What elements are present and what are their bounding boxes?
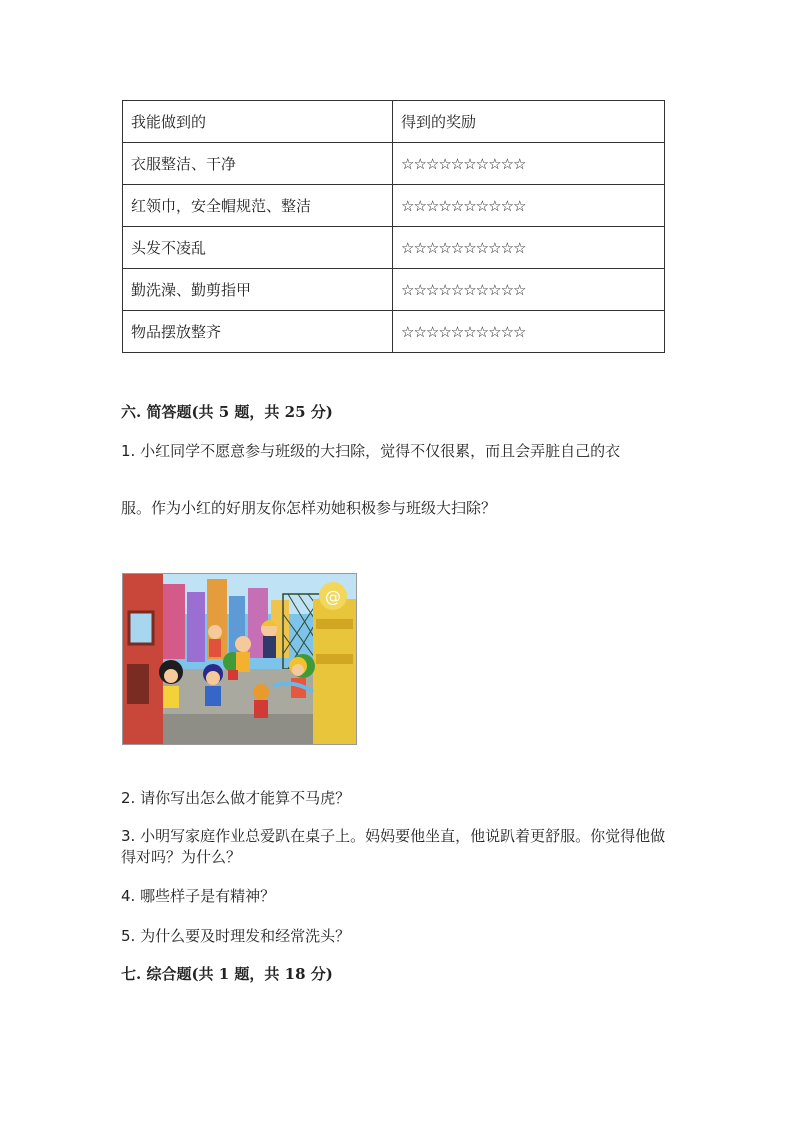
table-cell-stars: ☆☆☆☆☆☆☆☆☆☆ bbox=[393, 185, 665, 227]
table-header-row bbox=[123, 101, 665, 143]
table-cell-stars: ☆☆☆☆☆☆☆☆☆☆ bbox=[393, 311, 665, 353]
table-cell-item: 衣服整洁、干净 bbox=[123, 143, 393, 185]
cartoon-cleaning-illustration bbox=[122, 573, 357, 745]
table-row bbox=[123, 269, 665, 311]
table-cell-item: 物品摆放整齐 bbox=[123, 311, 393, 353]
table-cell-stars: ☆☆☆☆☆☆☆☆☆☆ bbox=[393, 227, 665, 269]
table-header-cell: 得到的奖励 bbox=[393, 101, 665, 143]
question-1-line-2: 服。作为小红的好朋友你怎样劝她积极参与班级大扫除？ bbox=[121, 499, 497, 517]
table-row bbox=[123, 185, 665, 227]
table-cell-item: 勤洗澡、勤剪指甲 bbox=[123, 269, 393, 311]
question-3: 3. 小明写家庭作业总爱趴在桌子上。妈妈要他坐直，他说趴着更舒服。你觉得他做得对吗？为什么？ bbox=[121, 827, 666, 866]
question-5: 5. 为什么要及时理发和经常洗头？ bbox=[121, 927, 351, 945]
table-header-cell: 我能做到的 bbox=[123, 101, 393, 143]
question-4: 4. 哪些样子是有精神？ bbox=[121, 887, 276, 905]
table-row bbox=[123, 143, 665, 185]
table-cell-item: 红领巾，安全帽规范、整洁 bbox=[123, 185, 393, 227]
table-cell-stars: ☆☆☆☆☆☆☆☆☆☆ bbox=[393, 269, 665, 311]
table-cell-stars: ☆☆☆☆☆☆☆☆☆☆ bbox=[393, 143, 665, 185]
question-1-line-1: 1. 小红同学不愿意参与班级的大扫除，觉得不仅很累，而且会弄脏自己的衣 bbox=[121, 442, 621, 460]
section-6-title: 六. 简答题(共 5 题，共 25 分) bbox=[121, 403, 333, 421]
section-7-title: 七. 综合题(共 1 题，共 18 分) bbox=[121, 965, 333, 983]
svg-text:@: @ bbox=[325, 587, 341, 606]
reward-table bbox=[122, 100, 665, 353]
question-2: 2. 请你写出怎么做才能算不马虎？ bbox=[121, 789, 351, 807]
table-cell-item: 头发不凌乱 bbox=[123, 227, 393, 269]
table-row bbox=[123, 227, 665, 269]
table-row bbox=[123, 311, 665, 353]
